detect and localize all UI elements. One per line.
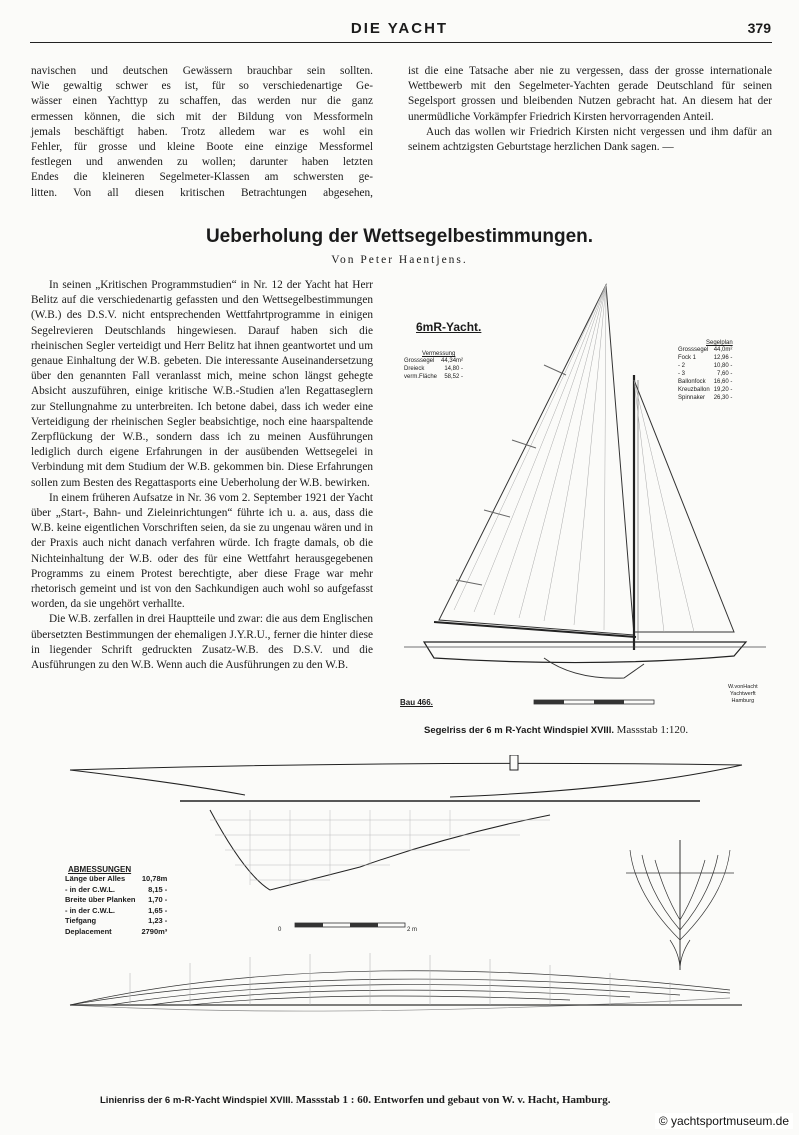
- intro-left-line: litten. Von all diesen kritischen Betrachtungen abgesehen,: [31, 186, 373, 199]
- spec-value: 16,60 -: [713, 379, 733, 385]
- spec-label: Breite über Planken: [65, 895, 136, 904]
- sails-table: [676, 340, 734, 402]
- spec-row: [62, 916, 170, 927]
- yard-line-3: Hamburg: [731, 698, 755, 704]
- sails-title: Segelplan: [706, 340, 733, 346]
- intro-right-paragraph-2: Auch das wollen wir Friedrich Kirsten nicht vergessen und ihm dafür an seinem achtzigsten Geburtstage herzlichen Dank sagen. —: [408, 125, 772, 154]
- sail-plan-figure: [394, 280, 774, 715]
- spec-value: 12,96 -: [713, 355, 733, 361]
- spec-value: 26,30 -: [713, 395, 733, 401]
- spec-value: 44,34m²: [441, 358, 464, 364]
- spec-label: Tiefgang: [65, 916, 97, 925]
- sail-plan-scale-bar: [534, 700, 654, 704]
- lines-scale-start: 0: [278, 927, 282, 933]
- spec-row: [62, 874, 170, 885]
- article-title: Ueberholung der Wettsegelbestimmungen.: [205, 226, 594, 247]
- article-paragraph-2: In einem früheren Aufsatze in Nr. 36 vom 2. September 1921 der Yacht über „Start-, Bahn- und Zieleinrichtungen“ führte ich u. a. aus, dass die W.B. keine eigentlichen Vorschriften seien, da sie zu ungenau wären und in der Praxis auch nicht danach verfahren würde. Ich fragte damals, ob die Nichteinhaltung der W.B. oder des für eine Wettfahrt herausgegebenen Programms zu einem Protest berechtigte, aber diese Frage war mehr rhetorisch gemeint und ist von den Sachkundigen auch wohl so aufgefasst worden, da sie ungehört verhallte.: [31, 491, 373, 611]
- intro-left-line: wässer einen Yachttyp zu schaffen, das werden nur die ganz: [31, 95, 373, 108]
- boom: [434, 622, 636, 637]
- spec-value: 58,52 -: [444, 374, 464, 380]
- spec-value: 10,80 -: [713, 363, 733, 369]
- article-paragraph-1: In seinen „Kritischen Programmstudien“ in Nr. 12 der Yacht hat Herr Belitz auf die verschiedenartig gefassten und den Wettsegelbestimmungen (W.B.) des D.S.V. nicht entsprechenden Wettfahrtprogramme in einigen Segelrevieren Deutschlands hingewiesen. Darauf haben sich die rheinischen Segler verteidigt und Herr Belitz hat ihnen geantwortet und um genaue Einhaltung der W.B. gebeten. Die interessante Auseinandersetzung über den genannten Fall veranlasst mich, meine schon längst gehegte Absicht auszuführen, einige kritische W.B.-Studien a'len Regattaseglern zur Stellungnahme zu unterbreiten. Ich betone dabei, dass ich weder eine Verteidigung der rheinischen Segler beabsichtige, noch eine haarspaltende Zerpflückung der W.B., sondern dass ich zu meinen Ausführungen lediglich durch eigene Erfahrungen in der ausübenden Wettsegelei in Verbindung mit dem Studium der W.B. gekommen bin. Diese Erfahrungen sollen zum Besten des Regattasports eine Ueberholung der W.B. bewirken.: [31, 279, 373, 489]
- spec-label: Grosssegel: [678, 347, 709, 353]
- measurement-table: [402, 351, 465, 381]
- sails-rows: [676, 346, 734, 402]
- intro-right-column: [408, 64, 772, 155]
- spec-row: [62, 906, 170, 917]
- intro-right-paragraph-1: ist die eine Tatsache aber nie zu vergessen, dass der grosse internationale Wettbewerb mit den Segelmeter-Yachten gerade Deutschland für seinen Segelsport grossen und bleibenden Nutzen gebracht hat. An diesem hat der unermüdliche Vorkämpfer Friedrich Kirsten hervorragenden Anteil.: [408, 65, 772, 123]
- spec-value: 1,70 -: [148, 895, 168, 904]
- spec-row: [62, 927, 170, 938]
- intro-left-line: Endes die kleineren Segelmeter-Klassen am schwersten ge-: [31, 171, 373, 184]
- yard-stamp: [728, 684, 758, 705]
- sail-plan-caption-title: Segelriss der 6 m R-Yacht Windspiel XVIII.: [424, 725, 614, 736]
- spec-row: [402, 373, 465, 381]
- spec-value: 8,15 -: [148, 884, 168, 894]
- spec-row: [676, 370, 734, 378]
- measurement-rows: [402, 357, 465, 381]
- spec-row: [62, 895, 170, 906]
- sail-plan-caption: [424, 724, 688, 736]
- spec-value: 2790m³: [141, 926, 168, 936]
- spec-label: - 2: [678, 363, 686, 369]
- spec-label: Grosssegel: [404, 358, 435, 364]
- spec-row: [676, 378, 734, 386]
- intro-left-line: ermessen können, die sich mit der Bildung von Messformeln: [31, 110, 373, 123]
- sail-plan-heading: 6mR-Yacht.: [416, 320, 482, 334]
- spec-label: Länge über Alles: [65, 874, 126, 883]
- spec-row: [62, 885, 170, 896]
- spec-label: Ballonfock: [678, 379, 706, 385]
- sail-seams: [454, 285, 694, 632]
- spec-label: Dreieck: [404, 366, 425, 372]
- spec-row: [676, 362, 734, 370]
- measurement-title: Vermessung: [422, 351, 456, 357]
- spec-value: 19,20 -: [713, 387, 733, 393]
- hull-profile: [424, 642, 746, 663]
- spec-row: [676, 354, 734, 362]
- spec-value: 7,60 -: [717, 371, 733, 377]
- spec-row: [676, 346, 734, 354]
- dimensions-rows: [62, 874, 170, 937]
- hull-profile-view: [70, 755, 742, 890]
- keel: [544, 658, 644, 678]
- spec-label: - in der C.W.L.: [65, 884, 115, 894]
- spec-value: 10,78m: [141, 874, 168, 883]
- yard-line-2: Yachtwerft: [730, 691, 756, 697]
- spec-label: Kreuzballon: [678, 387, 710, 393]
- article-byline: Von Peter Haentjens.: [331, 254, 468, 266]
- intro-left-line: Wie gewaltig schwer es ist, für so verschiedenartige Ge-: [31, 80, 373, 93]
- body-plan-view: [626, 840, 734, 970]
- lines-plan-figure: [30, 755, 775, 1085]
- intro-left-line: jemals beschäftigt haben. Trotz alledem war es wohl ein: [31, 125, 373, 138]
- header-rule: [30, 42, 772, 43]
- sail-plan-caption-scale: Massstab 1:120.: [616, 724, 689, 736]
- intro-left-line: navischen und deutschen Gewässern brauchbar sein sollten.: [31, 65, 373, 77]
- intro-left-column: [31, 64, 373, 201]
- dimensions-table: [62, 865, 170, 937]
- spec-value: 1,23 -: [148, 916, 168, 925]
- spec-row: [676, 386, 734, 394]
- article-body: [31, 278, 373, 673]
- build-number: Bau 466.: [400, 698, 433, 707]
- lines-scale-end: 2 m: [407, 927, 418, 933]
- spec-label: - 3: [678, 371, 686, 377]
- lines-plan-caption-rest: Massstab 1 : 60. Entworfen und gebaut von W. v. Hacht, Hamburg.: [295, 1094, 611, 1106]
- intro-left-line: Fehler, für grosse und kleine Boote eine einzige Messformel: [31, 141, 373, 154]
- spec-label: - in der C.W.L.: [65, 905, 115, 915]
- yard-line-1: W.vonHacht: [728, 684, 758, 690]
- dimensions-title: ABMESSUNGEN: [68, 865, 132, 874]
- spec-value: 44,0m²: [713, 347, 733, 353]
- profile-grid: [210, 810, 550, 887]
- spec-label: verm.Fläche: [404, 374, 438, 380]
- spec-row: [402, 365, 465, 373]
- lines-plan-caption: [100, 1094, 611, 1106]
- half-breadth-view: [70, 971, 742, 1011]
- copyright-notice: © yachtsportmuseum.de: [655, 1113, 793, 1129]
- lines-plan-scale-bar: [295, 923, 405, 927]
- lines-plan-caption-title: Linienriss der 6 m-R-Yacht Windspiel XVIII.: [100, 1095, 294, 1106]
- intro-left-line: festlegen und anwenden zu wollen; darunter haben letzten: [31, 156, 373, 169]
- page-number: 379: [747, 20, 771, 36]
- spec-label: Deplacement: [65, 926, 112, 936]
- spec-row: [676, 394, 734, 402]
- spec-value: 1,65 -: [148, 905, 168, 915]
- spec-value: 14,80 -: [444, 366, 464, 372]
- spec-label: Spinnaker: [678, 395, 706, 401]
- spec-row: [402, 357, 465, 365]
- spec-label: Fock 1: [678, 355, 697, 361]
- running-title: DIE YACHT: [350, 20, 449, 37]
- article-paragraph-3: Die W.B. zerfallen in drei Hauptteile und zwar: die aus dem Englischen übersetzten Bestimmungen der ehemaligen J.Y.R.U., ferner die hinter diese in liegender Schrift gedruckten Zusatz-W.B. des D.S.V. und die Ausführungen zu den W.B. Wenn auch die Ausführungen zu den W.B.: [31, 613, 373, 672]
